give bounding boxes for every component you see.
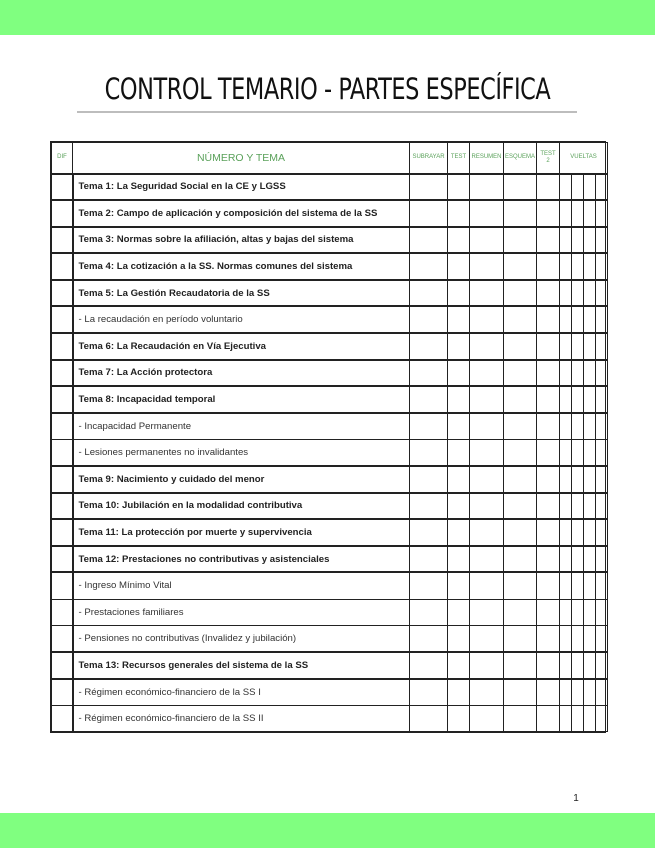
vuelta-1-cell[interactable] [560,413,572,440]
table-header-row [52,143,608,174]
test-cell[interactable] [448,493,470,520]
subrayar-cell[interactable] [410,626,448,653]
test2-cell[interactable] [537,519,560,546]
test2-cell[interactable] [537,333,560,360]
resumen-cell[interactable] [470,413,504,440]
vuelta-1-cell[interactable] [560,174,572,201]
subrayar-cell[interactable] [410,599,448,626]
subrayar-cell[interactable] [410,439,448,466]
vuelta-4-cell[interactable] [596,227,608,254]
esquema-cell[interactable] [504,572,537,599]
esquema-cell[interactable] [504,333,537,360]
test-cell[interactable] [448,306,470,333]
vuelta-3-cell[interactable] [584,626,596,653]
header-esquema: ESQUEMA [504,143,537,174]
dif-checkbox-cell[interactable] [52,439,73,466]
esquema-cell[interactable] [504,439,537,466]
vuelta-3-cell[interactable] [584,200,596,227]
test-cell[interactable] [448,546,470,573]
table-row [52,333,608,360]
vuelta-1-cell[interactable] [560,386,572,413]
topic-label: Tema 9: Nacimiento y cuidado del menor [73,466,410,493]
subrayar-cell[interactable] [410,546,448,573]
table-row [52,466,608,493]
topic-label: - Lesiones permanentes no invalidantes [73,439,410,466]
header-topic: NÚMERO Y TEMA [73,143,410,174]
table-row [52,253,608,280]
esquema-cell[interactable] [504,626,537,653]
table-row [52,174,608,201]
table-row [52,572,608,599]
vuelta-3-cell[interactable] [584,493,596,520]
esquema-cell[interactable] [504,599,537,626]
vuelta-4-cell[interactable] [596,253,608,280]
test2-cell[interactable] [537,200,560,227]
esquema-cell[interactable] [504,652,537,679]
vuelta-2-cell[interactable] [572,439,584,466]
test2-cell[interactable] [537,174,560,201]
test-cell[interactable] [448,333,470,360]
vuelta-3-cell[interactable] [584,227,596,254]
test2-cell[interactable] [537,280,560,307]
test-cell[interactable] [448,253,470,280]
topic-label: Tema 3: Normas sobre la afiliación, altas y bajas del sistema [73,227,410,254]
title-underline [77,111,577,113]
test2-cell[interactable] [537,466,560,493]
resumen-cell[interactable] [470,493,504,520]
header-vueltas: VUELTAS [560,143,608,174]
resumen-cell[interactable] [470,306,504,333]
table-row [52,679,608,706]
vuelta-3-cell[interactable] [584,466,596,493]
vuelta-1-cell[interactable] [560,599,572,626]
topic-label: - Pensiones no contributivas (Invalidez y jubilación) [73,626,410,653]
resumen-cell[interactable] [470,572,504,599]
table-row [52,652,608,679]
dif-checkbox-cell[interactable] [52,306,73,333]
test-cell[interactable] [448,466,470,493]
test-cell[interactable] [448,679,470,706]
vuelta-3-cell[interactable] [584,705,596,732]
subrayar-cell[interactable] [410,679,448,706]
resumen-cell[interactable] [470,280,504,307]
dif-checkbox-cell[interactable] [52,626,73,653]
resumen-cell[interactable] [470,599,504,626]
resumen-cell[interactable] [470,333,504,360]
subrayar-cell[interactable] [410,200,448,227]
test2-cell[interactable] [537,652,560,679]
vuelta-1-cell[interactable] [560,466,572,493]
esquema-cell[interactable] [504,227,537,254]
vuelta-4-cell[interactable] [596,493,608,520]
esquema-cell[interactable] [504,200,537,227]
dif-checkbox-cell[interactable] [52,333,73,360]
subrayar-cell[interactable] [410,227,448,254]
header-test: TEST [448,143,470,174]
test2-cell[interactable] [537,227,560,254]
esquema-cell[interactable] [504,386,537,413]
esquema-cell[interactable] [504,519,537,546]
vuelta-2-cell[interactable] [572,466,584,493]
dif-checkbox-cell[interactable] [52,280,73,307]
vuelta-4-cell[interactable] [596,280,608,307]
vuelta-4-cell[interactable] [596,413,608,440]
vuelta-2-cell[interactable] [572,572,584,599]
vuelta-2-cell[interactable] [572,679,584,706]
dif-checkbox-cell[interactable] [52,705,73,732]
esquema-cell[interactable] [504,174,537,201]
vuelta-3-cell[interactable] [584,519,596,546]
page-title: CONTROL TEMARIO - PARTES ESPECÍFICA [104,72,551,106]
vuelta-4-cell[interactable] [596,174,608,201]
test-cell[interactable] [448,386,470,413]
resumen-cell[interactable] [470,519,504,546]
subrayar-cell[interactable] [410,306,448,333]
test2-cell[interactable] [537,626,560,653]
dif-checkbox-cell[interactable] [52,519,73,546]
topic-label: Tema 8: Incapacidad temporal [73,386,410,413]
subrayar-cell[interactable] [410,652,448,679]
resumen-cell[interactable] [470,253,504,280]
table-row [52,386,608,413]
vuelta-3-cell[interactable] [584,386,596,413]
dif-checkbox-cell[interactable] [52,360,73,387]
header-resumen: RESUMEN [470,143,504,174]
vuelta-1-cell[interactable] [560,253,572,280]
topic-label: Tema 7: La Acción protectora [73,360,410,387]
vuelta-4-cell[interactable] [596,200,608,227]
vuelta-2-cell[interactable] [572,360,584,387]
bottom-color-band [0,813,655,848]
vuelta-2-cell[interactable] [572,386,584,413]
test2-cell[interactable] [537,546,560,573]
subrayar-cell[interactable] [410,705,448,732]
dif-checkbox-cell[interactable] [52,227,73,254]
test2-cell[interactable] [537,599,560,626]
test-cell[interactable] [448,280,470,307]
vuelta-4-cell[interactable] [596,439,608,466]
esquema-cell[interactable] [504,493,537,520]
subrayar-cell[interactable] [410,413,448,440]
table-row [52,227,608,254]
table-row [52,599,608,626]
vuelta-2-cell[interactable] [572,626,584,653]
vuelta-3-cell[interactable] [584,360,596,387]
topic-label: Tema 13: Recursos generales del sistema de la SS [73,652,410,679]
vuelta-1-cell[interactable] [560,306,572,333]
resumen-cell[interactable] [470,679,504,706]
table-row [52,413,608,440]
dif-checkbox-cell[interactable] [52,200,73,227]
table-row [52,626,608,653]
vuelta-4-cell[interactable] [596,705,608,732]
vuelta-3-cell[interactable] [584,652,596,679]
resumen-cell[interactable] [470,386,504,413]
vuelta-4-cell[interactable] [596,652,608,679]
test2-cell[interactable] [537,386,560,413]
vuelta-3-cell[interactable] [584,572,596,599]
topic-label: Tema 11: La protección por muerte y supervivencia [73,519,410,546]
resumen-cell[interactable] [470,466,504,493]
dif-checkbox-cell[interactable] [52,253,73,280]
subrayar-cell[interactable] [410,519,448,546]
test2-cell[interactable] [537,493,560,520]
topic-label: - La recaudación en período voluntario [73,306,410,333]
topic-label: Tema 2: Campo de aplicación y composición del sistema de la SS [73,200,410,227]
table-row [52,705,608,732]
esquema-cell[interactable] [504,413,537,440]
subrayar-cell[interactable] [410,253,448,280]
vuelta-2-cell[interactable] [572,200,584,227]
subrayar-cell[interactable] [410,174,448,201]
esquema-cell[interactable] [504,360,537,387]
table-row [52,360,608,387]
vuelta-4-cell[interactable] [596,599,608,626]
esquema-cell[interactable] [504,679,537,706]
vuelta-2-cell[interactable] [572,333,584,360]
vuelta-2-cell[interactable] [572,174,584,201]
vuelta-2-cell[interactable] [572,519,584,546]
topic-label: - Prestaciones familiares [73,599,410,626]
table-row [52,439,608,466]
esquema-cell[interactable] [504,280,537,307]
esquema-cell[interactable] [504,546,537,573]
vuelta-4-cell[interactable] [596,519,608,546]
subrayar-cell[interactable] [410,493,448,520]
table-row [52,519,608,546]
vuelta-3-cell[interactable] [584,333,596,360]
vuelta-1-cell[interactable] [560,439,572,466]
test-cell[interactable] [448,705,470,732]
test2-cell[interactable] [537,306,560,333]
dif-checkbox-cell[interactable] [52,413,73,440]
test2-cell[interactable] [537,439,560,466]
test2-cell[interactable] [537,360,560,387]
header-test2: TEST 2 [537,143,560,174]
dif-checkbox-cell[interactable] [52,493,73,520]
vuelta-4-cell[interactable] [596,360,608,387]
vuelta-3-cell[interactable] [584,306,596,333]
vuelta-2-cell[interactable] [572,546,584,573]
dif-checkbox-cell[interactable] [52,546,73,573]
vuelta-1-cell[interactable] [560,626,572,653]
vuelta-1-cell[interactable] [560,679,572,706]
vuelta-4-cell[interactable] [596,466,608,493]
test2-cell[interactable] [537,679,560,706]
test-cell[interactable] [448,519,470,546]
esquema-cell[interactable] [504,253,537,280]
vuelta-1-cell[interactable] [560,519,572,546]
dif-checkbox-cell[interactable] [52,466,73,493]
resumen-cell[interactable] [470,174,504,201]
resumen-cell[interactable] [470,705,504,732]
vuelta-1-cell[interactable] [560,227,572,254]
test-cell[interactable] [448,413,470,440]
resumen-cell[interactable] [470,227,504,254]
top-color-band [0,0,655,35]
table-row [52,280,608,307]
resumen-cell[interactable] [470,360,504,387]
topic-label: - Ingreso Mínimo Vital [73,572,410,599]
table-row [52,200,608,227]
vuelta-2-cell[interactable] [572,413,584,440]
syllabus-table [50,141,606,733]
vuelta-1-cell[interactable] [560,652,572,679]
header-subrayar: SUBRAYAR [410,143,448,174]
dif-checkbox-cell[interactable] [52,652,73,679]
vuelta-1-cell[interactable] [560,360,572,387]
vuelta-2-cell[interactable] [572,705,584,732]
subrayar-cell[interactable] [410,466,448,493]
vuelta-2-cell[interactable] [572,493,584,520]
vuelta-1-cell[interactable] [560,705,572,732]
test-cell[interactable] [448,227,470,254]
resumen-cell[interactable] [470,546,504,573]
vuelta-4-cell[interactable] [596,679,608,706]
topic-label: - Régimen económico-financiero de la SS II [73,705,410,732]
vuelta-3-cell[interactable] [584,413,596,440]
esquema-cell[interactable] [504,466,537,493]
resumen-cell[interactable] [470,439,504,466]
subrayar-cell[interactable] [410,386,448,413]
test2-cell[interactable] [537,705,560,732]
vuelta-2-cell[interactable] [572,306,584,333]
vuelta-1-cell[interactable] [560,493,572,520]
test-cell[interactable] [448,439,470,466]
vuelta-4-cell[interactable] [596,546,608,573]
table-row [52,306,608,333]
table-row [52,493,608,520]
topic-label: Tema 4: La cotización a la SS. Normas comunes del sistema [73,253,410,280]
vuelta-1-cell[interactable] [560,200,572,227]
esquema-cell[interactable] [504,705,537,732]
vuelta-2-cell[interactable] [572,280,584,307]
subrayar-cell[interactable] [410,333,448,360]
vuelta-3-cell[interactable] [584,253,596,280]
subrayar-cell[interactable] [410,280,448,307]
vuelta-2-cell[interactable] [572,227,584,254]
topic-label: Tema 5: La Gestión Recaudatoria de la SS [73,280,410,307]
topic-label: Tema 6: La Recaudación en Vía Ejecutiva [73,333,410,360]
vuelta-3-cell[interactable] [584,679,596,706]
vuelta-4-cell[interactable] [596,333,608,360]
test2-cell[interactable] [537,253,560,280]
table-row [52,546,608,573]
vuelta-1-cell[interactable] [560,333,572,360]
resumen-cell[interactable] [470,626,504,653]
vuelta-2-cell[interactable] [572,253,584,280]
vuelta-1-cell[interactable] [560,572,572,599]
dif-checkbox-cell[interactable] [52,572,73,599]
vuelta-2-cell[interactable] [572,599,584,626]
esquema-cell[interactable] [504,306,537,333]
vuelta-4-cell[interactable] [596,386,608,413]
vuelta-1-cell[interactable] [560,280,572,307]
dif-checkbox-cell[interactable] [52,386,73,413]
test2-cell[interactable] [537,413,560,440]
resumen-cell[interactable] [470,652,504,679]
test2-cell[interactable] [537,572,560,599]
vuelta-4-cell[interactable] [596,626,608,653]
subrayar-cell[interactable] [410,360,448,387]
dif-checkbox-cell[interactable] [52,599,73,626]
subrayar-cell[interactable] [410,572,448,599]
topic-label: Tema 1: La Seguridad Social en la CE y LGSS [73,174,410,201]
dif-checkbox-cell[interactable] [52,174,73,201]
topic-label: - Régimen económico-financiero de la SS I [73,679,410,706]
vuelta-3-cell[interactable] [584,439,596,466]
test-cell[interactable] [448,174,470,201]
test-cell[interactable] [448,652,470,679]
test-cell[interactable] [448,626,470,653]
vuelta-4-cell[interactable] [596,572,608,599]
test-cell[interactable] [448,572,470,599]
topic-label: Tema 10: Jubilación en la modalidad contributiva [73,493,410,520]
vuelta-3-cell[interactable] [584,546,596,573]
vuelta-2-cell[interactable] [572,652,584,679]
resumen-cell[interactable] [470,200,504,227]
page-number: 1 [573,793,579,804]
vuelta-1-cell[interactable] [560,546,572,573]
vuelta-3-cell[interactable] [584,174,596,201]
dif-checkbox-cell[interactable] [52,679,73,706]
vuelta-3-cell[interactable] [584,280,596,307]
vuelta-3-cell[interactable] [584,599,596,626]
topic-label: - Incapacidad Permanente [73,413,410,440]
test-cell[interactable] [448,360,470,387]
test-cell[interactable] [448,599,470,626]
vuelta-4-cell[interactable] [596,306,608,333]
header-dif: DIF [52,143,73,174]
test-cell[interactable] [448,200,470,227]
topic-label: Tema 12: Prestaciones no contributivas y asistenciales [73,546,410,573]
